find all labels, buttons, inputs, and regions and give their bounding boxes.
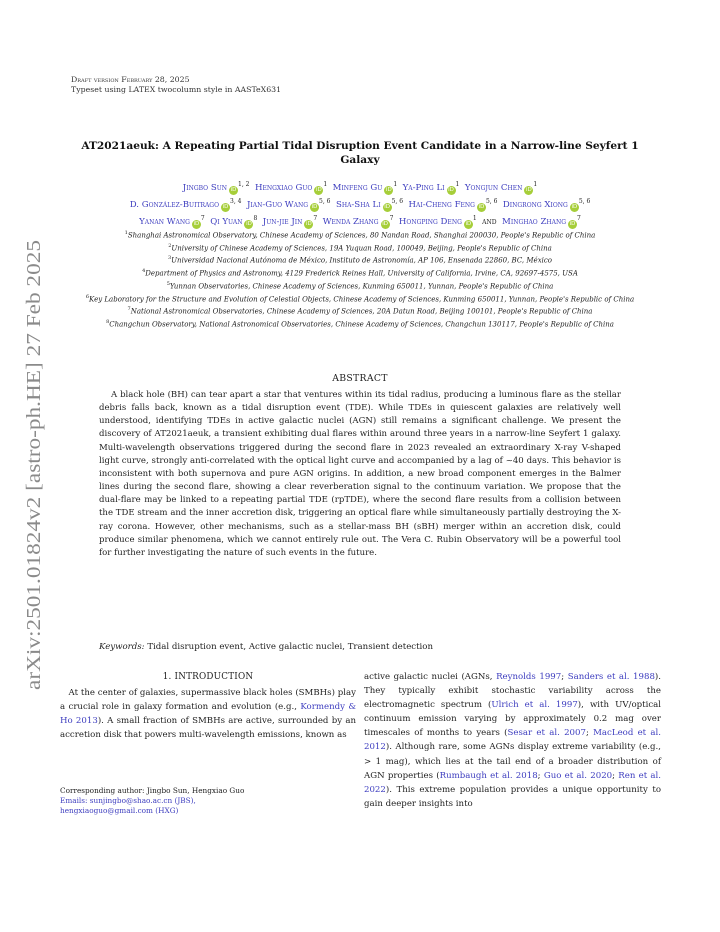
right-column: [364, 670, 661, 811]
author-list: [60, 178, 660, 229]
citation-link[interactable]: Ren et al. 2022: [364, 770, 662, 795]
keywords: [99, 642, 433, 652]
arxiv-stamp[interactable]: [18, 235, 48, 695]
author[interactable]: Jingbo Sun iD$^{1, 2}$: [182, 181, 250, 193]
left-column: [60, 672, 356, 742]
corresponding-author-footnote: [60, 786, 356, 817]
intro-paragraph-right: active galactic nuclei (AGNs, Reynolds 1997; Sanders et al. 1988). They typically exhibit stochastic variability across the electromagnetic spectrum (Ulrich et al. 1997), with UV/optical continuum emission varying by approximately 0.2 mag over timescales of months to years (Sesar et al. 2007; MacLeod et al. 2012). Although rare, some AGNs display extreme variability (e.g., > 1 mag), which lies at the tail end of a broader distribution of AGN properties (Rumbaugh et al. 2018; Guo et al. 2020; Ren et al. 2022). This extreme population provides a unique opportunity to gain deeper insights into: [364, 672, 662, 809]
author[interactable]: Dingrong Xiong iD$^{5, 6}$: [502, 198, 591, 210]
section-heading: 1. INTRODUCTION: [162, 672, 254, 682]
and-word: and: [482, 216, 497, 227]
orcid-icon[interactable]: iD: [222, 203, 229, 210]
author[interactable]: Hongping Deng $iD^1$: [398, 215, 477, 227]
author[interactable]: Yongjun Chen $iD^1$: [464, 181, 538, 193]
author[interactable]: Jun-jie Jin $iD^7$: [262, 215, 318, 227]
draft-version: Draft version February 28, 2025: [71, 75, 190, 84]
intro-paragraph-left: At the center of galaxies, supermassive black holes (SMBHs) play a crucial role in galaxy formation and evolution (e.g., Kormendy & Ho 2013). A small fraction of SMBHs are active, surrounded by an accretion disk that powers multi-wavelength emissions, known as: [60, 688, 356, 741]
orcid-icon[interactable]: iD: [478, 203, 485, 210]
author[interactable]: Jian-Guo Wang iD$^{5, 6}$: [246, 198, 331, 210]
orcid-icon[interactable]: iD: [311, 203, 318, 210]
corresponding-author: Corresponding author: Jingbo Sun, Hengxiao Guo: [60, 786, 245, 795]
orcid-icon[interactable]: iD: [384, 203, 390, 210]
affiliation: $^7$National Astronomical Observatories, Chinese Academy of Sciences, 20A Datun Road, Beijing 100101, People's Republic of China: [127, 306, 593, 316]
orcid-icon[interactable]: iD: [230, 186, 237, 193]
author[interactable]: Hai-Cheng Feng iD$^{5, 6}$: [408, 198, 498, 210]
affiliation: $^6$Key Laboratory for the Structure and Evolution of Celestial Objects, Chinese Academy of Sciences, Kunming 650011, Yunnan, People's Republic of China: [85, 293, 635, 303]
affiliation: $^5$Yunnan Observatories, Chinese Academy of Sciences, Kunming 650011, Yunnan, People's Republic of China: [166, 280, 554, 291]
affiliation: $^1$Shanghai Astronomical Observatory, Chinese Academy of Sciences, 80 Nandan Road, Shanghai 200030, People's Republic of China: [124, 230, 596, 240]
citation-link[interactable]: MacLeod et al. 2012: [364, 728, 662, 753]
affiliation-list: [55, 228, 665, 330]
abstract-text: A black hole (BH) can tear apart a star that ventures within its tidal radius, producing a luminous flare as the stellar debris falls back, known as a tidal disruption event (TDE). While TDEs in quiescent galaxies are relatively well understood, identifying TDEs in active galactic nuclei (AGN) still remains a significant challenge. We present the discovery of AT2021aeuk, a transient exhibiting dual flares within around three years in a narrow-line Seyfert 1 galaxy. Multi-wavelength observations triggered during the second flare in 2023 revealed an extraordinary X-ray V-shaped light curve, strongly anti-correlated with the optical light curve and accompanied by a lag of ~40 days. This behavior is inconsistent with both supernova and pure AGN origins. In addition, a new broad component emerges in the Balmer lines during the second flare, showing a clear reverberation signal to the continuum variation. We propose that the dual-flare may be linked to a repeating partial TDE (rpTDE), where the second flare results from a collision between the TDE stream and the inner accretion disk, triggering an optical flare while simultaneously partially destroying the X-ray corona. However, other mechanisms, such as a stellar-mass BH (sBH) merger within an accretion disk, could produce similar phenomena, which we cannot entirely rule out. The Vera C. Rubin Observatory will be a powerful tool for further investigating the nature of such events in the future.: [99, 390, 621, 558]
email-link[interactable]: hengxiaoguo@gmail.com (HXG): [60, 806, 179, 816]
arxiv-identifier[interactable]: arXiv:2501.01824v2 [astro-ph.HE] 27 Feb 2025: [23, 293, 45, 690]
author[interactable]: Qi Yuan $iD^8$: [210, 215, 258, 227]
orcid-icon[interactable]: iD: [382, 220, 388, 227]
author[interactable]: D. González-Buitrago iD$^{3, 4}$: [129, 198, 242, 210]
orcid-icon[interactable]: iD: [385, 186, 392, 193]
citation-link[interactable]: Sanders et al. 1988: [567, 672, 655, 682]
orcid-icon[interactable]: iD: [315, 186, 322, 193]
affiliation: $^2$University of Chinese Academy of Sciences, 19A Yuquan Road, 100049, Beijing, People's Republic of China: [168, 242, 552, 253]
orcid-icon[interactable]: iD: [448, 186, 454, 193]
orcid-icon[interactable]: iD: [569, 220, 576, 227]
author[interactable]: Sha-Sha Li iD$^{5, 6}$: [335, 198, 404, 210]
affiliation: $^3$Universidad Nacional Autónoma de México, Instituto de Astronomía, AP 106, Ensenada 22860, BC, México: [167, 255, 553, 265]
author[interactable]: Yanan Wang $iD^7$: [139, 215, 205, 227]
citation-link[interactable]: Rumbaugh et al. 2018: [439, 770, 538, 781]
orcid-icon[interactable]: iD: [571, 203, 578, 210]
orcid-icon[interactable]: iD: [465, 220, 472, 227]
author[interactable]: Hengxiao Guo $iD^1$: [254, 181, 328, 193]
citation-link[interactable]: Reynolds 1997: [496, 672, 562, 682]
citation-link[interactable]: Ulrich et al. 1997: [491, 700, 578, 711]
keywords-text: Tidal disruption event, Active galactic nuclei, Transient detection: [147, 642, 434, 652]
affiliation: $^8$Changchun Observatory, National Astronomical Observatories, Chinese Academy of Sciences, Changchun 130117, People's Republic of China: [106, 319, 614, 329]
orcid-icon[interactable]: iD: [246, 220, 252, 227]
orcid-icon[interactable]: iD: [306, 220, 312, 227]
abstract-heading: ABSTRACT: [332, 373, 388, 384]
citation-link[interactable]: Guo et al. 2020: [543, 770, 613, 781]
affiliation: $^4$Department of Physics and Astronomy, 4129 Frederick Reines Hall, University of California, Irvine, CA, 92697-4575, USA: [142, 268, 578, 278]
author[interactable]: Minfeng Gu $iD^1$: [332, 181, 398, 193]
author[interactable]: Minghao Zhang $iD^7$: [502, 215, 581, 227]
keywords-label: Keywords:: [99, 642, 145, 652]
orcid-icon[interactable]: iD: [525, 186, 532, 193]
paper-title: AT2021aeuk: A Repeating Partial Tidal Disruption Event Candidate in a Narrow-line Seyfert 1 Galaxy: [81, 140, 639, 166]
author[interactable]: Wenda Zhang $iD^7$: [322, 215, 394, 227]
citation-link[interactable]: Sesar et al. 2007: [507, 728, 586, 739]
email-link[interactable]: Emails: sunjingbo@shao.ac.cn (JBS),: [60, 796, 196, 806]
orcid-icon[interactable]: iD: [193, 220, 200, 227]
running-header: [71, 75, 281, 95]
citation-link[interactable]: Kormendy & Ho 2013: [60, 702, 356, 727]
typeset-note: Typeset using LATEX twocolumn style in AASTeX631: [71, 85, 282, 94]
author[interactable]: Ya-Ping Li $iD^1$: [402, 181, 460, 193]
